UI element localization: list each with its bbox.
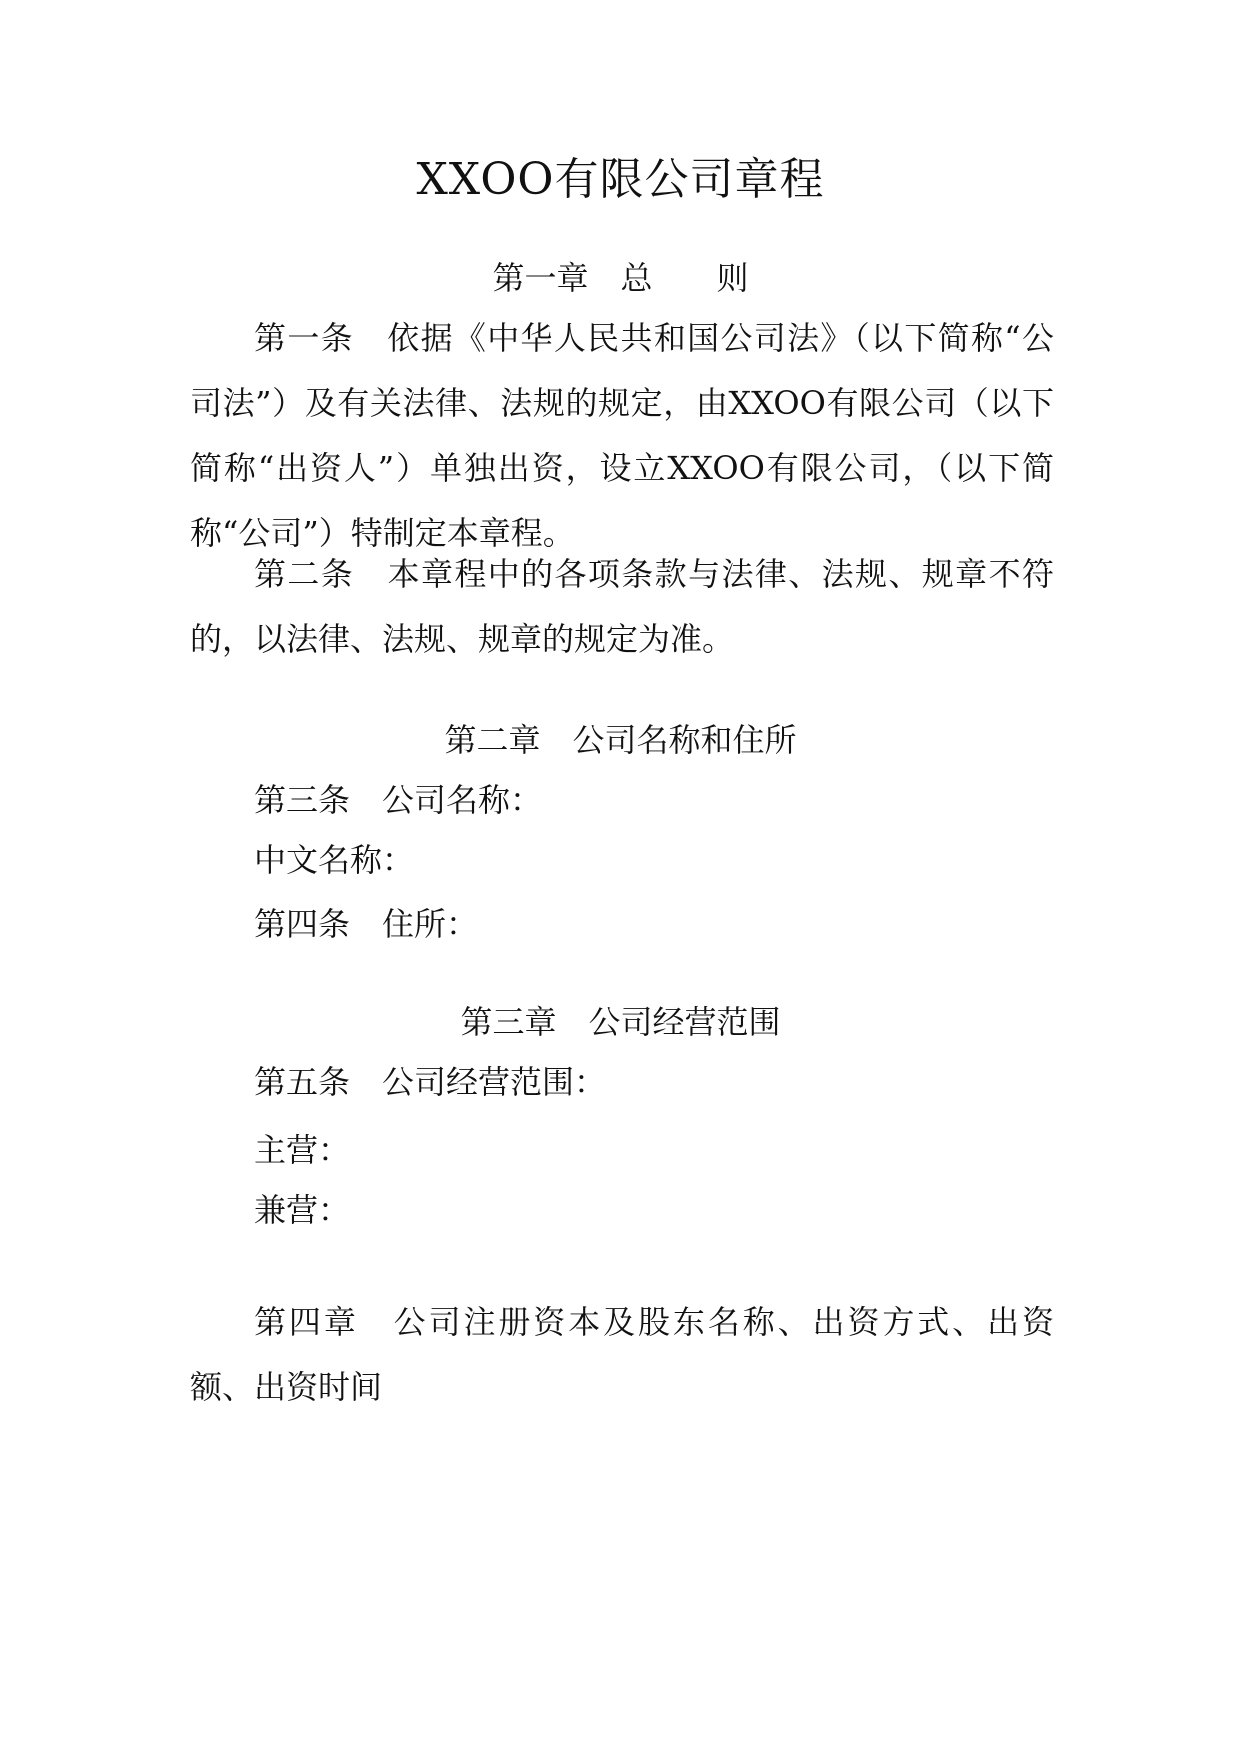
chapter-3-heading: 第三章 公司经营范围	[460, 1003, 781, 1041]
article-2-text: 本章程中的各项条款与法律、法规、规章不符的，以法律、法规、规章的规定为准。	[190, 555, 1054, 658]
article-3-line: 第三条 公司名称：	[254, 781, 543, 819]
document-title: XXOO有限公司章程	[416, 154, 825, 205]
article-1	[190, 306, 1054, 566]
chapter-2-heading: 第二章 公司名称和住所	[444, 721, 797, 759]
chinese-name-line: 中文名称：	[254, 841, 415, 879]
article-1-label: 第一条	[254, 319, 354, 357]
chapter-4-label: 第四章	[254, 1303, 359, 1341]
article-5-line: 第五条 公司经营范围：	[254, 1063, 607, 1101]
article-2	[190, 542, 1054, 672]
chapter-4-text: 公司注册资本及股东名称、出资方式、出资额、出资时间	[190, 1303, 1054, 1406]
main-business-line: 主营：	[254, 1131, 351, 1169]
article-4-line: 第四条 住所：	[254, 905, 479, 943]
article-1-text: 依据《中华人民共和国公司法》（以下简称“公司法”）及有关法律、法规的规定，由XXOO有限公司（以下简称“出资人”）单独出资，设立XXOO有限公司，（以下简称“公司”）特制定本章程。	[190, 319, 1054, 552]
chapter-4-heading	[190, 1290, 1054, 1420]
article-2-label: 第二条	[254, 555, 355, 593]
side-business-line: 兼营：	[254, 1191, 351, 1229]
chapter-1-heading: 第一章 总 则	[492, 259, 749, 297]
